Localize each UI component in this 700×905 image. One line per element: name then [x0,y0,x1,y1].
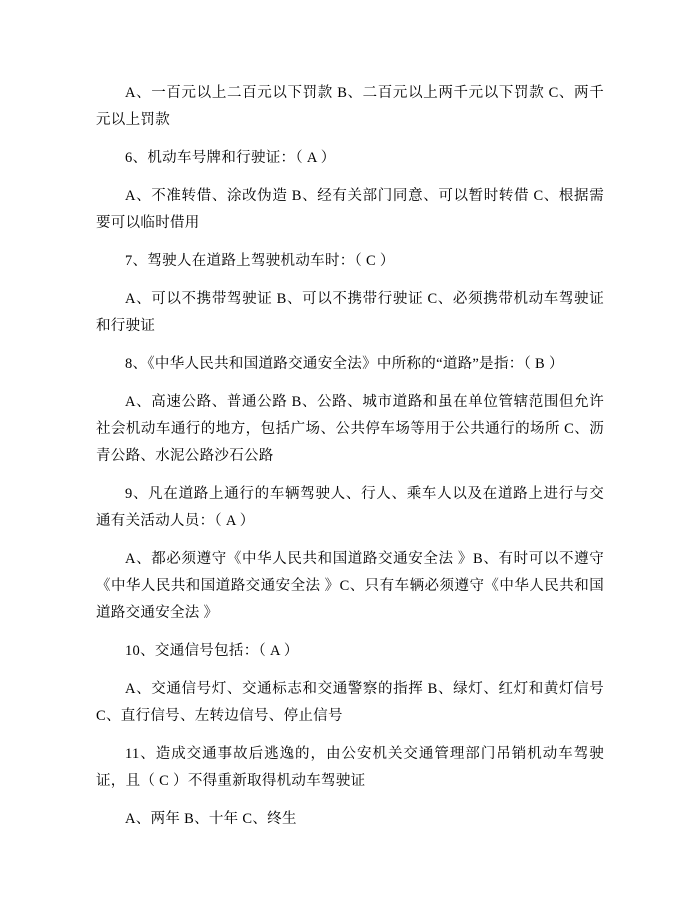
answer-options-q9: A、都必须遵守《中华人民共和国道路交通安全法 》B、有时可以不遵守《中华人民共和国道路交通安全法 》C、只有车辆必须遵守《中华人民共和国道路交通安全法 》 [96,551,604,621]
question-6: 6、机动车号牌和行驶证：（ A ） [125,150,336,166]
question-10: 10、交通信号包括：（ A ） [125,643,299,659]
answer-options-q5: A、一百元以上二百元以下罚款 B、二百元以上两千元以下罚款 C、两千元以上罚款 [96,85,604,128]
question-8: 8、《中华人民共和国道路交通安全法》中所称的“道路”是指：（ B ） [125,356,564,372]
answer-options-q7: A、可以不携带驾驶证 B、可以不携带行驶证 C、必须携带机动车驾驶证和行驶证 [96,291,604,334]
answer-options-q11: A、两年 B、十年 C、终生 [125,811,297,827]
question-7: 7、驾驶人在道路上驾驶机动车时：（ C ） [125,253,395,269]
question-11: 11、造成交通事故后逃逸的，由公安机关交通管理部门吊销机动车驾驶证，且（ C ）不得重新取得机动车驾驶证 [96,746,604,789]
question-9: 9、凡在道路上通行的车辆驾驶人、行人、乘车人以及在道路上进行与交通有关活动人员：（ A ） [96,486,604,529]
answer-options-q6: A、不准转借、涂改伪造 B、经有关部门同意、可以暂时转借 C、根据需要可以临时借用 [96,188,604,231]
answer-options-q8: A、高速公路、普通公路 B、公路、城市道路和虽在单位管辖范围但允许社会机动车通行的地方，包括广场、公共停车场等用于公共通行的场所 C、沥青公路、水泥公路沙石公路 [96,394,604,464]
answer-options-q10: A、交通信号灯、交通标志和交通警察的指挥 B、绿灯、红灯和黄灯信号 C、直行信号、左转边信号、停止信号 [96,681,604,724]
